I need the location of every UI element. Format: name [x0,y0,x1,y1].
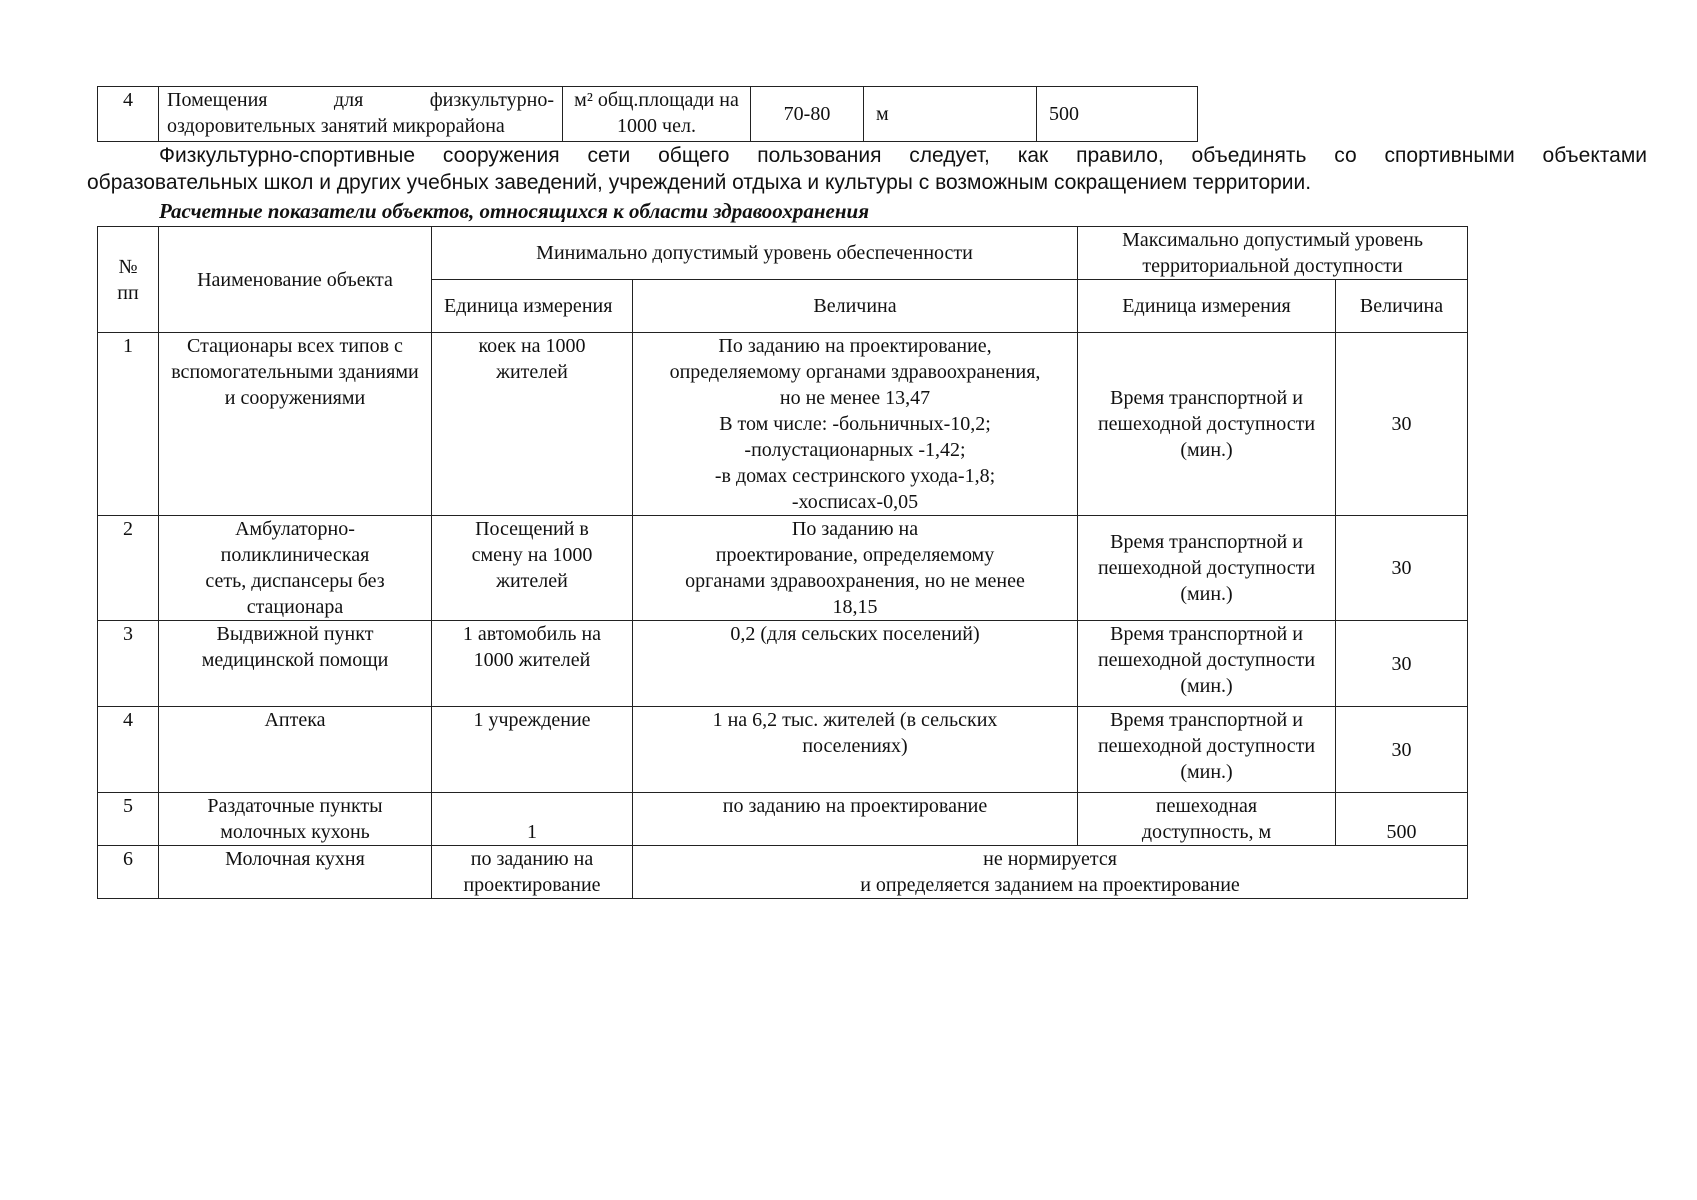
header-access-value: Величина [1336,280,1468,333]
access-unit: пешеходная доступность, м [1078,793,1336,846]
row-number: 6 [98,846,159,899]
header-num: № пп [98,227,159,333]
object-name: Молочная кухня [159,846,432,899]
object-name: Выдвижной пункт медицинской помощи [159,621,432,707]
access-value: 30 [1336,516,1468,621]
value-cell: 70-80 [751,87,864,142]
top-fragment-table [97,86,1198,142]
unit: Посещений в смену на 1000 жителей [432,516,633,621]
header-max-level: Максимально допустимый уровень территориальной доступности [1078,227,1468,280]
table-row [98,87,1198,142]
row-number: 4 [98,707,159,793]
access-value: 30 [1336,707,1468,793]
header-value: Величина [633,280,1078,333]
header-min-level: Минимально допустимый уровень обеспеченности [432,227,1078,280]
object-name-line2: оздоровительных занятий микрорайона [167,115,505,137]
row-number: 2 [98,516,159,621]
access-value: 500 [1336,793,1468,846]
access-value-cell: 500 [1037,87,1198,142]
access-unit: Время транспортной и пешеходной доступности (мин.) [1078,621,1336,707]
object-name: Стационары всех типов с вспомогательными зданиями и сооружениями [159,333,432,516]
value: По заданию на проектирование, определяемому органами здравоохранения, но не менее 13,47 В том числе: -больничных-10,2; -полустационарных -1,42; -в домах сестринского ухода-1,8; -хосписах-0,05 [633,333,1078,516]
table-row [98,333,1468,516]
unit-cell: м² общ.площади на 1000 чел. [563,87,751,142]
body-paragraph [87,142,1647,196]
object-name: Раздаточные пункты молочных кухонь [159,793,432,846]
header-row-1 [98,227,1468,280]
object-name: Амбулаторно-поликлиническая сеть, диспансеры без стационара [159,516,432,621]
row-number: 1 [98,333,159,516]
access-unit: Время транспортной и пешеходной доступности (мин.) [1078,516,1336,621]
row-number: 5 [98,793,159,846]
object-name: Аптека [159,707,432,793]
value: 1 на 6,2 тыс. жителей (в сельских поселениях) [633,707,1078,793]
value: по заданию на проектирование [633,793,1078,846]
healthcare-table [97,226,1468,899]
paragraph-line-1: Физкультурно-спортивные сооружения сети общего пользования следует, как правило, объединять со спортивными объектами [159,144,1647,167]
header-name: Наименование объекта [159,227,432,333]
access-unit: Время транспортной и пешеходной доступности (мин.) [1078,707,1336,793]
unit: 1 учреждение [432,707,633,793]
object-name-cell [159,87,563,142]
table-row [98,621,1468,707]
access-value: 30 [1336,333,1468,516]
table-row [98,707,1468,793]
table-row [98,793,1468,846]
merged-value: не нормируется и определяется заданием на проектирование [633,846,1468,899]
access-unit-cell: м [864,87,1037,142]
object-name-line1: Помещения для физкультурно- [167,89,555,111]
table-row [98,846,1468,899]
access-unit: Время транспортной и пешеходной доступности (мин.) [1078,333,1336,516]
value: По заданию на проектирование, определяемому органами здравоохранения, но не менее 18,15 [633,516,1078,621]
unit: по заданию на проектирование [432,846,633,899]
unit: 1 автомобиль на 1000 жителей [432,621,633,707]
header-access-unit: Единица измерения [1078,280,1336,333]
paragraph-line-2: образовательных школ и других учебных заведений, учреждений отдыха и культуры с возможным сокращением территории. [87,171,1312,194]
header-unit: Единица измерения [432,280,633,333]
unit: коек на 1000 жителей [432,333,633,516]
access-value: 30 [1336,621,1468,707]
section-subtitle: Расчетные показатели объектов, относящихся к области здравоохранения [159,199,870,223]
unit: 1 [432,793,633,846]
table-row [98,516,1468,621]
row-number: 4 [98,87,159,142]
row-number: 3 [98,621,159,707]
value: 0,2 (для сельских поселений) [633,621,1078,707]
